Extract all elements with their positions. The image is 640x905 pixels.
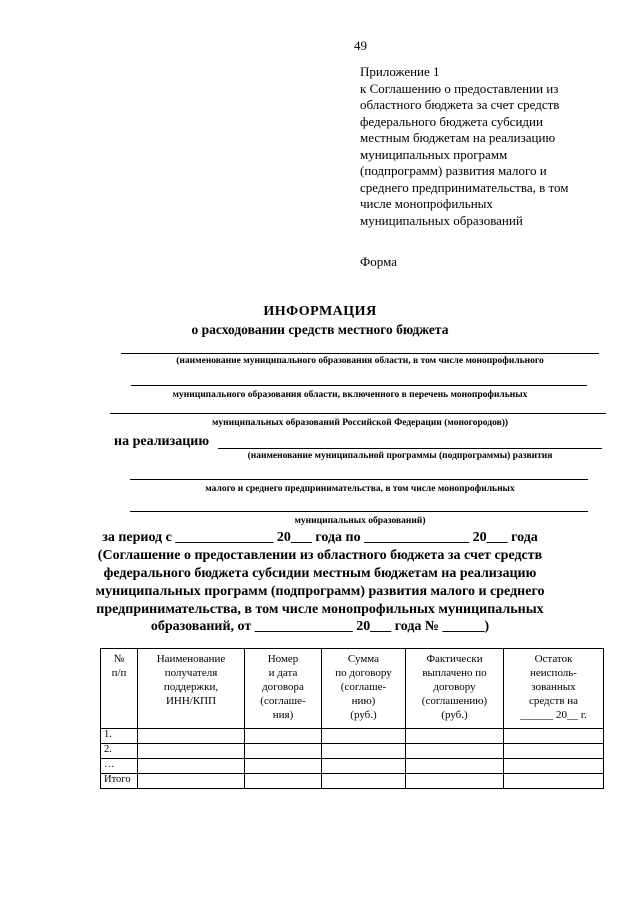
appendix-line: местным бюджетам на реализацию <box>360 130 556 145</box>
caption-program-2: малого и среднего предпринимательства, в том числе монопрофильных <box>205 484 515 494</box>
table-row <box>101 759 604 774</box>
table-cell[interactable]: Итого <box>101 774 138 789</box>
appendix-line: Приложение 1 <box>360 64 440 79</box>
agreement-line: муниципальных программ (подпрограмм) развития малого и среднего <box>95 584 545 599</box>
table-row <box>101 744 604 759</box>
appendix-line: федерального бюджета субсидии <box>360 113 543 129</box>
table-cell[interactable] <box>504 774 604 789</box>
caption-municipality-2: муниципального образования области, включенного в перечень монопрофильных <box>172 390 528 400</box>
table-cell[interactable] <box>504 729 604 744</box>
header-paid: Фактически выплачено по договору (соглашению) (руб.) <box>406 649 504 729</box>
agreement-line: предпринимательства, в том числе монопрофильных муниципальных <box>96 602 544 617</box>
appendix-line: к Соглашению о предоставлении из <box>360 80 559 96</box>
agreement-line: федерального бюджета субсидии местным бюджетам на реализацию <box>103 566 537 581</box>
document-title: ИНФОРМАЦИЯ <box>263 304 377 319</box>
caption-program-1: (наименование муниципальной программы (подпрограммы) развития <box>247 451 553 461</box>
document-subtitle: о расходовании средств местного бюджета <box>191 322 449 337</box>
table-cell[interactable] <box>322 759 406 774</box>
table-row <box>101 729 604 744</box>
caption-program-3: муниципальных образований) <box>294 516 426 526</box>
spending-table <box>100 648 604 789</box>
agreement-line: (Соглашение о предоставлении из областного бюджета за счет средств <box>97 548 543 563</box>
table-cell[interactable] <box>138 729 245 744</box>
table-cell[interactable] <box>504 744 604 759</box>
table-cell[interactable] <box>138 759 245 774</box>
fill-line-municipality-3[interactable] <box>110 413 606 414</box>
table-cell[interactable] <box>406 729 504 744</box>
appendix-line: муниципальных образований <box>360 212 523 228</box>
table-total-row <box>101 774 604 789</box>
fill-line-municipality[interactable] <box>121 353 599 354</box>
table-cell[interactable] <box>245 729 322 744</box>
appendix-line: муниципальных программ <box>360 146 508 162</box>
table-cell[interactable] <box>138 774 245 789</box>
header-recipient: Наименование получателя поддержки, ИНН/КПП <box>138 649 245 729</box>
table-cell[interactable]: … <box>101 759 138 774</box>
table-cell[interactable] <box>245 774 322 789</box>
fill-line-program-3[interactable] <box>130 511 588 512</box>
table-cell[interactable] <box>322 729 406 744</box>
table-cell[interactable] <box>406 774 504 789</box>
table-cell[interactable] <box>245 759 322 774</box>
table-cell[interactable] <box>245 744 322 759</box>
table-cell[interactable] <box>406 759 504 774</box>
table-cell[interactable] <box>322 774 406 789</box>
header-balance: Остаток неисполь- зованных средств на ______ 20__ г. <box>504 649 604 729</box>
appendix-line: числе монопрофильных <box>360 196 493 211</box>
appendix-block <box>360 64 615 229</box>
table-cell[interactable] <box>406 744 504 759</box>
fill-line-program[interactable] <box>218 448 602 449</box>
page-number: 49 <box>354 38 367 53</box>
table-cell[interactable] <box>138 744 245 759</box>
table-header-row <box>101 649 604 729</box>
fill-line-municipality-2[interactable] <box>131 385 587 386</box>
caption-municipality-3: муниципальных образований Российской Федерации (моногородов)) <box>211 418 509 428</box>
caption-municipality-1: (наименование муниципального образования области, в том числе монопрофильного <box>176 356 544 366</box>
appendix-line: областного бюджета за счет средств <box>360 97 560 112</box>
agreement-line: образований, от ______________ 20___ года № ______) <box>150 619 490 634</box>
header-amount: Сумма по договору (соглаше- нию) (руб.) <box>322 649 406 729</box>
table-cell[interactable]: 2. <box>101 744 138 759</box>
table-cell[interactable] <box>322 744 406 759</box>
table-cell[interactable] <box>504 759 604 774</box>
header-contract: Номер и дата договора (соглаше- ния) <box>245 649 322 729</box>
fill-line-program-2[interactable] <box>130 479 588 480</box>
header-number: № п/п <box>101 649 138 729</box>
appendix-line: (подпрограмм) развития малого и <box>360 163 547 178</box>
appendix-line: среднего предпринимательства, в том <box>360 179 569 195</box>
realization-label: на реализацию <box>114 434 210 449</box>
period-line: за период с ______________ 20___ года по _______________ 20___ года <box>102 530 538 545</box>
table-cell[interactable]: 1. <box>101 729 138 744</box>
form-label: Форма <box>360 254 397 269</box>
